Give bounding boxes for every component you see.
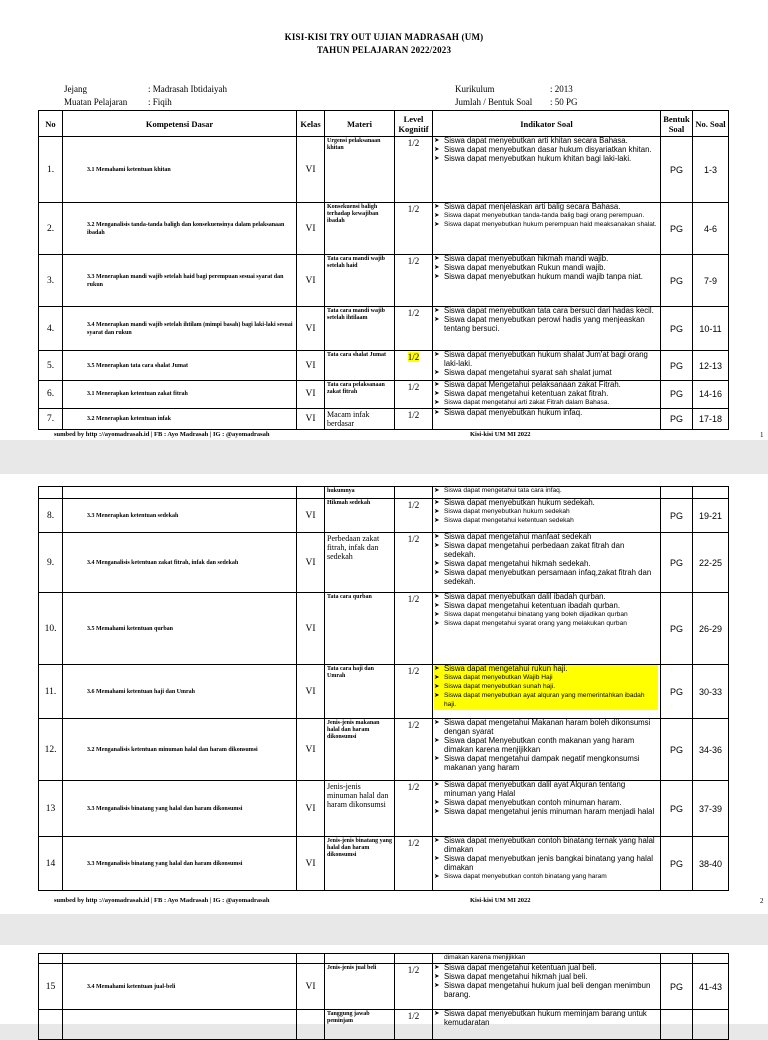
jenjang-value: : Madrasah Ibtidaiyah [148, 84, 227, 94]
indikator-item: ➤ Siswa dapat mengetahui hikmah sedekah. [434, 560, 658, 569]
materi-cell: Tanggung jawab peminjam [325, 1010, 395, 1040]
level-value: 1/2 [407, 594, 420, 604]
header-level-kognitif: Level Kognitif [395, 111, 433, 137]
materi-cell: Jenis-jenis binatang yang halal dan haram dikonsumsi [325, 837, 395, 891]
indikator-item: ➤ Siswa dapat menyebutkan contoh binatang ternak yang halal dimakan [434, 837, 658, 855]
bentuk-soal-cell: PG [661, 255, 693, 307]
table-row [39, 487, 729, 499]
jumlah-value: : 50 PG [550, 97, 578, 107]
indikator-item: ➤ Siswa dapat mengetahui dampak negatif mengkonsumsi makanan yang haram [434, 755, 658, 773]
page-number: 2 [760, 897, 764, 905]
kelas-cell: VI [297, 665, 325, 719]
level-value: 1/2 [407, 352, 420, 362]
materi-cell: hukumnya [325, 487, 395, 499]
indikator-item: ➤ Siswa dapat menyebutkan hukum meminjam barang untuk kemudaratan [434, 1010, 658, 1028]
row-number: 13 [39, 781, 63, 837]
no-soal-cell: 37-39 [693, 781, 729, 837]
bentuk-soal-cell: PG [661, 499, 693, 533]
bentuk-soal-cell [661, 1010, 693, 1040]
no-soal-cell [693, 487, 729, 499]
kelas-cell: VI [297, 781, 325, 837]
indikator-item: ➤ Siswa dapat menyebutkan hukum mandi wajib tanpa niat. [434, 273, 658, 282]
kelas-cell [297, 954, 325, 964]
indikator-item: ➤ Siswa dapat mengetahui jenis minuman haram menjadi halal [434, 808, 658, 817]
table-row [39, 381, 729, 409]
indikator-soal-cell [433, 593, 661, 665]
table-row [39, 499, 729, 533]
level-kognitif-cell [395, 137, 433, 203]
indikator-item: ➤ Siswa dapat mengetahui rukun haji. [434, 665, 658, 674]
materi-cell: Tata cara shalat Jumat [325, 351, 395, 381]
indikator-soal-cell [433, 964, 661, 1010]
indikator-item: ➤ Siswa dapat menyebutkan contoh binatang yang haram [434, 873, 658, 882]
indikator-soal-cell [433, 408, 661, 429]
kelas-cell: VI [297, 381, 325, 409]
kelas-cell: VI [297, 593, 325, 665]
indikator-soal-cell [433, 499, 661, 533]
row-number: 4. [39, 307, 63, 351]
row-number: 1. [39, 137, 63, 203]
level-kognitif-cell [395, 781, 433, 837]
bentuk-soal-cell: PG [661, 964, 693, 1010]
materi-cell: Jenis-jenis makanan halal dan haram dikonsumsi [325, 719, 395, 781]
indikator-item: ➤ Siswa dapat mengetahui syarat sah shalat jumat [434, 369, 658, 378]
no-soal-cell: 1-3 [693, 137, 729, 203]
materi-cell: Urgensi pelaksanaan khitan [325, 137, 395, 203]
level-value: 1/2 [407, 534, 420, 544]
footer-doc-name: Kisi-kisi UM MI 2022 [470, 897, 531, 904]
level-value: 1/2 [407, 782, 420, 792]
level-kognitif-cell [395, 533, 433, 593]
indikator-soal-cell [433, 837, 661, 891]
indikator-item: ➤ Siswa dapat menyebutkan Rukun mandi wajib. [434, 264, 658, 273]
no-soal-cell: 10-11 [693, 307, 729, 351]
materi-cell: Konsekuensi baligh terhadap kewajiban ibadah [325, 203, 395, 255]
indikator-item: ➤ Siswa dapat menyebutkan hukum perempuan haid meaksanakan shalat. [434, 221, 658, 230]
document-title: KISI-KISI TRY OUT UJIAN MADRASAH (UM) [284, 32, 484, 42]
no-soal-cell: 4-6 [693, 203, 729, 255]
level-kognitif-cell [395, 408, 433, 429]
muatan-value: : Fiqih [148, 97, 172, 107]
indikator-item: ➤ Siswa dapat mengetahui perbedaan zakat fitrah dan sedekah. [434, 542, 658, 560]
kisi-table-page-1 [38, 110, 729, 430]
level-kognitif-cell [395, 381, 433, 409]
kelas-cell: VI [297, 837, 325, 891]
table-row [39, 719, 729, 781]
materi-cell: Tata cara haji dan Umrah [325, 665, 395, 719]
footer-source: sumbed by http ://ayomadrasah.id | FB : Ayo Madrasah | IG : @ayomadrasah [54, 897, 270, 904]
kisi-table-page-3 [38, 953, 729, 1040]
header-kelas: Kelas [297, 111, 325, 137]
table-row [39, 351, 729, 381]
indikator-item: ➤ Siswa dapat menyebutkan arti khitan secara Bahasa. [434, 137, 658, 146]
level-value: 1/2 [407, 965, 420, 975]
row-number: 12. [39, 719, 63, 781]
table-row [39, 781, 729, 837]
jenjang-label: Jejang [64, 84, 87, 94]
table-row [39, 408, 729, 429]
kelas-cell [297, 1010, 325, 1040]
bentuk-soal-cell: PG [661, 593, 693, 665]
kurikulum-label: Kurikulum [455, 84, 495, 94]
indikator-item: ➤ Siswa dapat mengetahui ketentuan jual beli. [434, 964, 658, 973]
bentuk-soal-cell: PG [661, 533, 693, 593]
no-soal-cell: 22-25 [693, 533, 729, 593]
kelas-cell: VI [297, 719, 325, 781]
table-row [39, 665, 729, 719]
bentuk-soal-cell [661, 487, 693, 499]
level-value: 1/2 [407, 409, 420, 420]
indikator-soal-cell [433, 719, 661, 781]
kelas-cell: VI [297, 533, 325, 593]
level-kognitif-cell [395, 499, 433, 533]
row-number [39, 1010, 63, 1040]
materi-cell: Macam infak berdasar [325, 408, 395, 429]
no-soal-cell [693, 1010, 729, 1040]
muatan-label: Muatan Pelajaran [64, 97, 128, 107]
indikator-item: ➤ Siswa dapat menyebutkan hukum khitan bagi laki-laki. [434, 155, 658, 164]
table-row [39, 593, 729, 665]
materi-cell: Jenis-jenis jual beli [325, 964, 395, 1010]
materi-cell: Jenis-jenis minuman halal dan haram dikonsumsi [325, 781, 395, 837]
row-number: 11. [39, 665, 63, 719]
no-soal-cell: 30-33 [693, 665, 729, 719]
kelas-cell: VI [297, 307, 325, 351]
bentuk-soal-cell: PG [661, 307, 693, 351]
header-indikator-soal: Indikator Soal [433, 111, 661, 137]
header-no: No [39, 111, 63, 137]
page-number: 1 [760, 431, 764, 439]
row-number: 15 [39, 964, 63, 1010]
indikator-item: ➤ Siswa dapat menyebutkan dalil ibadah qurban. [434, 593, 658, 602]
table-row [39, 137, 729, 203]
kelas-cell: VI [297, 137, 325, 203]
kompetensi-dasar-cell: 3.4 Memahami ketentuan jual-beli [63, 964, 297, 1010]
indikator-soal-cell [433, 381, 661, 409]
table-row [39, 837, 729, 891]
indikator-soal-cell [433, 1010, 661, 1040]
level-kognitif-cell [395, 255, 433, 307]
document-page-1 [0, 0, 768, 440]
no-soal-cell: 14-16 [693, 381, 729, 409]
header-bentuk-soal: Bentuk Soal [661, 111, 693, 137]
materi-cell: Tata cara pelaksanaan zakat fitrah [325, 381, 395, 409]
indikator-soal-cell [433, 487, 661, 499]
indikator-item: ➤ Siswa dapat menyebutkan sunah haji. [434, 683, 658, 692]
level-value: 1/2 [407, 382, 420, 392]
kompetensi-dasar-cell: 3.3 Menganalisis binatang yang halal dan haram dikonsumsi [63, 781, 297, 837]
bentuk-soal-cell: PG [661, 137, 693, 203]
indikator-soal-cell [433, 137, 661, 203]
header-materi: Materi [325, 111, 395, 137]
bentuk-soal-cell: PG [661, 351, 693, 381]
row-number: 7. [39, 408, 63, 429]
header-kompetensi-dasar: Kompetensi Dasar [63, 111, 297, 137]
no-soal-cell: 19-21 [693, 499, 729, 533]
header-no-soal: No. Soal [693, 111, 729, 137]
kompetensi-dasar-cell: 3.4 Menerapkan mandi wajib setelah ihtilam (mimpi basah) bagi laki-laki sesuai syarat dan rukun [63, 307, 297, 351]
indikator-item: ➤ Siswa dapat Mengetahui pelaksanaan zakat Fitrah. [434, 381, 658, 390]
level-kognitif-cell [395, 351, 433, 381]
bentuk-soal-cell [661, 954, 693, 964]
indikator-item: ➤ Siswa dapat menyebutkan hikmah mandi wajib. [434, 255, 658, 264]
table-row [39, 954, 729, 964]
indikator-item: ➤ Siswa dapat menyebutkan dasar hukum disyariatkan khitan. [434, 146, 658, 155]
no-soal-cell: 38-40 [693, 837, 729, 891]
row-number: 6. [39, 381, 63, 409]
level-kognitif-cell [395, 593, 433, 665]
indikator-item: ➤ Siswa dapat Menyebutkan conth makanan yang haram dimakan karena menjijikkan [434, 737, 658, 755]
row-number: 14 [39, 837, 63, 891]
indikator-item: ➤ Siswa dapat menyebutkan ayat alquran yang memerintahkan ibadah haji. [434, 692, 658, 710]
footer-source: sumbed by http ://ayomadrasah.id | FB : Ayo Madrasah | IG : @ayomadrasah [54, 431, 270, 438]
row-number: 10. [39, 593, 63, 665]
no-soal-cell [693, 954, 729, 964]
kisi-table-page-2 [38, 486, 729, 891]
indikator-item: ➤ Siswa dapat menyebutkan Wajib Haji [434, 674, 658, 683]
indikator-item: ➤ Siswa dapat menyebutkan hukum sedekah. [434, 499, 658, 508]
table-row [39, 255, 729, 307]
level-value: 1/2 [407, 500, 420, 510]
indikator-item: ➤ Siswa dapat menyebutkan dalil ayat Alquran tentang minuman yang Halal [434, 781, 658, 799]
materi-cell: Hikmah sedekah [325, 499, 395, 533]
kurikulum-value: : 2013 [550, 84, 573, 94]
indikator-item: ➤ Siswa dapat menyebutkan hukum sedekah [434, 508, 658, 517]
bentuk-soal-cell: PG [661, 203, 693, 255]
bentuk-soal-cell: PG [661, 781, 693, 837]
kompetensi-dasar-cell [63, 487, 297, 499]
indikator-item: ➤ Siswa dapat mengetahui ketentuan zakat fitrah. [434, 390, 658, 399]
row-number: 8. [39, 499, 63, 533]
document-subtitle: TAHUN PELAJARAN 2022/2023 [316, 45, 452, 55]
bentuk-soal-cell: PG [661, 665, 693, 719]
kelas-cell: VI [297, 351, 325, 381]
row-number: 2. [39, 203, 63, 255]
indikator-soal-cell [433, 954, 661, 964]
row-number [39, 487, 63, 499]
no-soal-cell: 12-13 [693, 351, 729, 381]
bentuk-soal-cell: PG [661, 381, 693, 409]
indikator-item: ➤ Siswa dapat mengetahui syarat orang yang melakukan qurban [434, 620, 658, 629]
row-number: 9. [39, 533, 63, 593]
table-row [39, 964, 729, 1010]
indikator-item: ➤ Siswa dapat mengetahui tata cara infaq. [434, 487, 658, 496]
no-soal-cell: 34-36 [693, 719, 729, 781]
indikator-item: ➤ Siswa dapat mengetahui ketentuan sedekah [434, 517, 658, 526]
indikator-item: ➤ Siswa dapat menyebutkan contoh minuman haram. [434, 799, 658, 808]
kompetensi-dasar-cell: 3.5 Menerapkan tata cara shalat Jumat [63, 351, 297, 381]
level-kognitif-cell [395, 665, 433, 719]
table-row [39, 203, 729, 255]
materi-cell: Tata cara mandi wajib setelah haid [325, 255, 395, 307]
indikator-soal-cell [433, 351, 661, 381]
kelas-cell: VI [297, 499, 325, 533]
indikator-item: ➤ Siswa dapat menyebutkan persamaan infaq,zakat fitrah dan sedekah. [434, 569, 658, 587]
indikator-item: ➤ Siswa dapat menyebutkan jenis bangkai binatang yang halal dimakan [434, 855, 658, 873]
kelas-cell: VI [297, 408, 325, 429]
level-value: 1/2 [407, 666, 420, 676]
no-soal-cell: 7-9 [693, 255, 729, 307]
indikator-soal-cell [433, 203, 661, 255]
level-kognitif-cell [395, 954, 433, 964]
kelas-cell: VI [297, 964, 325, 1010]
kompetensi-dasar-cell: 3.6 Memahami ketentuan haji dan Umrah [63, 665, 297, 719]
indikator-item: ➤ Siswa dapat mengetahui binatang yang boleh dijadikan qurban [434, 611, 658, 620]
kompetensi-dasar-cell: 3.1 Menerapkan ketentuan zakat fitrah [63, 381, 297, 409]
indikator-item: ➤ Siswa dapat menyebutkan hukum infaq. [434, 409, 658, 418]
materi-cell: Tata cara mandi wajib setelah ihtilaam [325, 307, 395, 351]
materi-cell: Tata cara qurban [325, 593, 395, 665]
indikator-item: ➤ Siswa dapat mengetahui hikmah jual beli. [434, 973, 658, 982]
kompetensi-dasar-cell: 3.3 Menerapkan mandi wajib setelah haid bagi perempuan sesuai syarat dan rukun [63, 255, 297, 307]
indikator-item: ➤ Siswa dapat mengetahui arti zakat Fitrah dalam Bahasa. [434, 399, 658, 408]
kompetensi-dasar-cell: 3.3 Menerapkan ketentuan sedekah [63, 499, 297, 533]
no-soal-cell: 17-18 [693, 408, 729, 429]
indikator-item: ➤ Siswa dapat menyebutkan perowi hadis yang menjeaskan tentang bersuci. [434, 316, 658, 334]
row-number: 5. [39, 351, 63, 381]
materi-cell [325, 954, 395, 964]
indikator-item: ➤ Siswa dapat mengetahui manfaat sedekah [434, 533, 658, 542]
indikator-item: ➤ Siswa dapat mengetahui hukum jual beli dengan menimbun barang. [434, 982, 658, 1000]
kelas-cell: VI [297, 203, 325, 255]
kelas-cell: VI [297, 255, 325, 307]
kompetensi-dasar-cell [63, 1010, 297, 1040]
level-kognitif-cell [395, 307, 433, 351]
indikator-soal-cell [433, 781, 661, 837]
level-kognitif-cell [395, 203, 433, 255]
level-kognitif-cell [395, 1010, 433, 1040]
bentuk-soal-cell: PG [661, 408, 693, 429]
indikator-soal-cell [433, 665, 661, 719]
bentuk-soal-cell: PG [661, 719, 693, 781]
indikator-item: ➤ Siswa dapat menyebutkan hukum shalat Jum'at bagi orang laki-laki. [434, 351, 658, 369]
no-soal-cell: 41-43 [693, 964, 729, 1010]
materi-cell: Perbedaan zakat fitrah, infak dan sedekah [325, 533, 395, 593]
no-soal-cell: 26-29 [693, 593, 729, 665]
row-number [39, 954, 63, 964]
kompetensi-dasar-cell: 3.3 Menganalisis binatang yang halal dan haram dikonsumsi [63, 837, 297, 891]
indikator-soal-cell [433, 307, 661, 351]
table-row [39, 307, 729, 351]
indikator-item: ➤ Siswa dapat menjelaskan arti balig secara Bahasa. [434, 203, 658, 212]
level-value: 1/2 [407, 1011, 420, 1021]
kompetensi-dasar-cell: 3.2 Menganalisis ketentuan minuman halal dan haram dikonsumsi [63, 719, 297, 781]
kelas-cell [297, 487, 325, 499]
level-kognitif-cell [395, 837, 433, 891]
indikator-item: ➤ Siswa dapat mengetahui Makanan haram boleh dikonsumsi dengan syarat [434, 719, 658, 737]
indikator-item: dimakan karena menjijikkan [444, 954, 526, 961]
indikator-item: ➤ Siswa dapat menyebutkan tanda-tanda balig bagi orang perempuan. [434, 212, 658, 221]
level-value: 1/2 [407, 256, 420, 266]
kompetensi-dasar-cell: 3.4 Menganalisis ketentuan zakat fitrah, infak dan sedekah [63, 533, 297, 593]
kompetensi-dasar-cell: 3.2 Menerapkan ketentuan infak [63, 408, 297, 429]
indikator-soal-cell [433, 533, 661, 593]
document-page-3 [0, 945, 768, 1027]
jumlah-label: Jumlah / Bentuk Soal [455, 97, 533, 107]
indikator-item: ➤ Siswa dapat mengetahui ketentuan ibadah qurban. [434, 602, 658, 611]
kompetensi-dasar-cell: 3.5 Memahami ketentuan qurban [63, 593, 297, 665]
level-kognitif-cell [395, 487, 433, 499]
bentuk-soal-cell: PG [661, 837, 693, 891]
document-page-2 [0, 474, 768, 914]
footer-doc-name: Kisi-kisi UM MI 2022 [470, 431, 531, 438]
level-value: 1/2 [407, 204, 420, 214]
table-row [39, 533, 729, 593]
level-value: 1/2 [407, 138, 420, 148]
level-kognitif-cell [395, 719, 433, 781]
level-value: 1/2 [407, 720, 420, 730]
table-row [39, 1010, 729, 1040]
kompetensi-dasar-cell [63, 954, 297, 964]
indikator-item: ➤ Siswa dapat menyebutkan tata cara bersuci dari hadas kecil. [434, 307, 658, 316]
level-value: 1/2 [407, 838, 420, 848]
level-value: 1/2 [407, 308, 420, 318]
indikator-soal-cell [433, 255, 661, 307]
kompetensi-dasar-cell: 3.2 Menganalisis tanda-tanda baligh dan konsekuensinya dalam pelaksanaan ibadah [63, 203, 297, 255]
row-number: 3. [39, 255, 63, 307]
kompetensi-dasar-cell: 3.1 Memahami ketentuan khitan [63, 137, 297, 203]
level-kognitif-cell [395, 964, 433, 1010]
